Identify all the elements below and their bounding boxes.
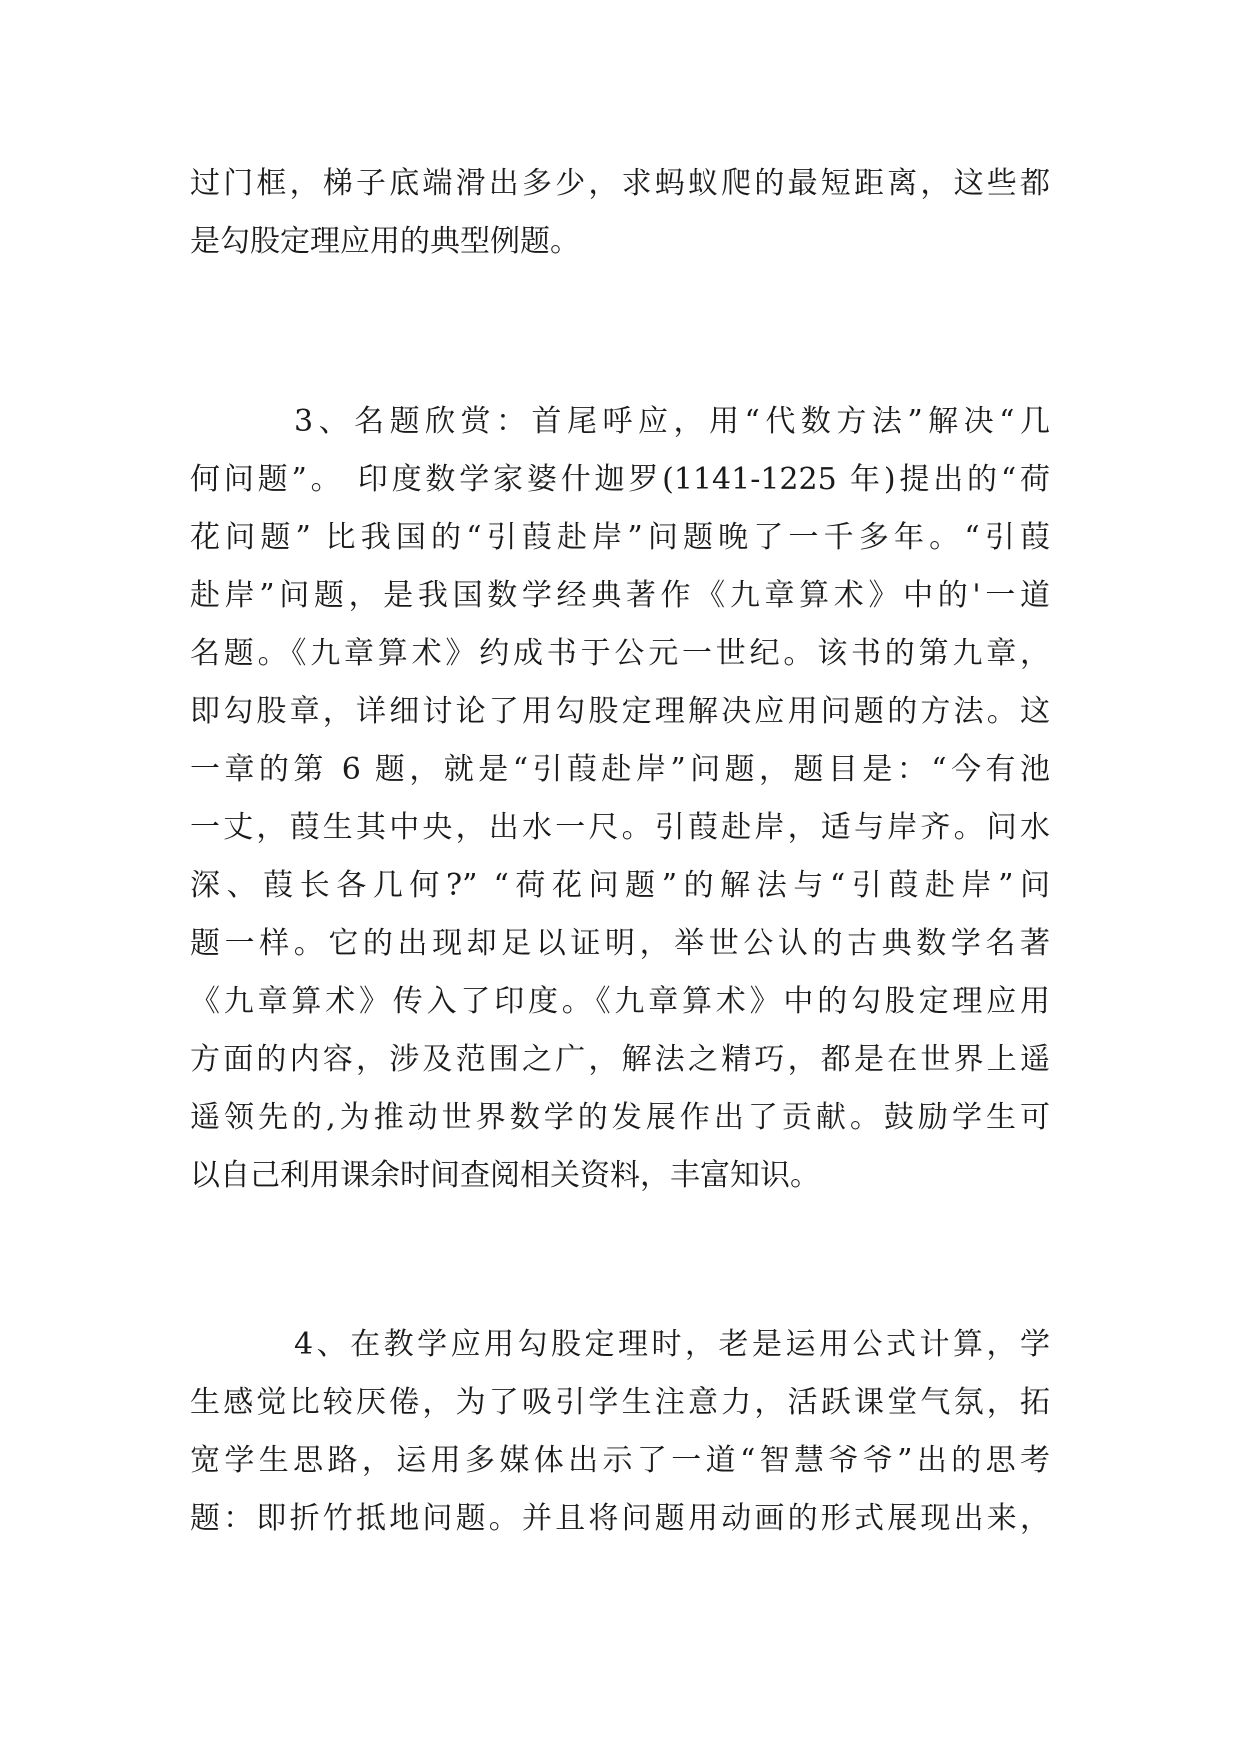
text-line: 以自己利用课余时间查阅相关资料，丰富知识。 xyxy=(190,1158,820,1193)
text-line: 题：即折竹抵地问题。并且将问题用动画的形式展现出来， xyxy=(190,1501,1050,1536)
text-line: 深、葭长各几何?” “荷花问题”的解法与“引葭赴岸”问 xyxy=(190,868,1050,903)
text-line: 名题。《九章算术》约成书于公元一世纪。该书的第九章， xyxy=(190,636,1050,671)
text-line: 3、名题欣赏：首尾呼应，用“代数方法”解决“几 xyxy=(294,404,1050,439)
paragraph-teaching-application xyxy=(190,1316,1050,1548)
text-line: 题一样。它的出现却足以证明，举世公认的古典数学名著 xyxy=(190,926,1050,961)
paragraph-ladder-examples xyxy=(190,155,1050,271)
text-line: 何问题”。 印度数学家婆什迦罗(1141-1225 年)提出的“荷 xyxy=(190,462,1050,497)
text-line: 生感觉比较厌倦，为了吸引学生注意力，活跃课堂气氛，拓 xyxy=(190,1385,1050,1420)
text-line: 方面的内容，涉及范围之广，解法之精巧，都是在世界上遥 xyxy=(190,1042,1050,1077)
text-line: 是勾股定理应用的典型例题。 xyxy=(190,224,580,259)
text-line: 遥领先的,为推动世界数学的发展作出了贡献。鼓励学生可 xyxy=(190,1100,1050,1135)
paragraph-famous-problem xyxy=(190,393,1050,1205)
text-line: 过门框，梯子底端滑出多少，求蚂蚁爬的最短距离，这些都 xyxy=(190,166,1050,201)
text-line: 即勾股章，详细讨论了用勾股定理解决应用问题的方法。这 xyxy=(190,694,1050,729)
text-line: 4、在教学应用勾股定理时，老是运用公式计算，学 xyxy=(294,1327,1050,1362)
text-line: 《九章算术》传入了印度。《九章算术》中的勾股定理应用 xyxy=(190,984,1050,1019)
text-line: 一丈，葭生其中央，出水一尺。引葭赴岸，适与岸齐。问水 xyxy=(190,810,1050,845)
text-line: 一章的第 6 题，就是“引葭赴岸”问题，题目是：“今有池 xyxy=(190,752,1050,787)
text-line: 宽学生思路，运用多媒体出示了一道“智慧爷爷”出的思考 xyxy=(190,1443,1050,1478)
text-line: 花问题” 比我国的“引葭赴岸”问题晚了一千多年。“引葭 xyxy=(190,520,1050,555)
text-line: 赴岸”问题，是我国数学经典著作《九章算术》中的'一道 xyxy=(190,578,1050,613)
